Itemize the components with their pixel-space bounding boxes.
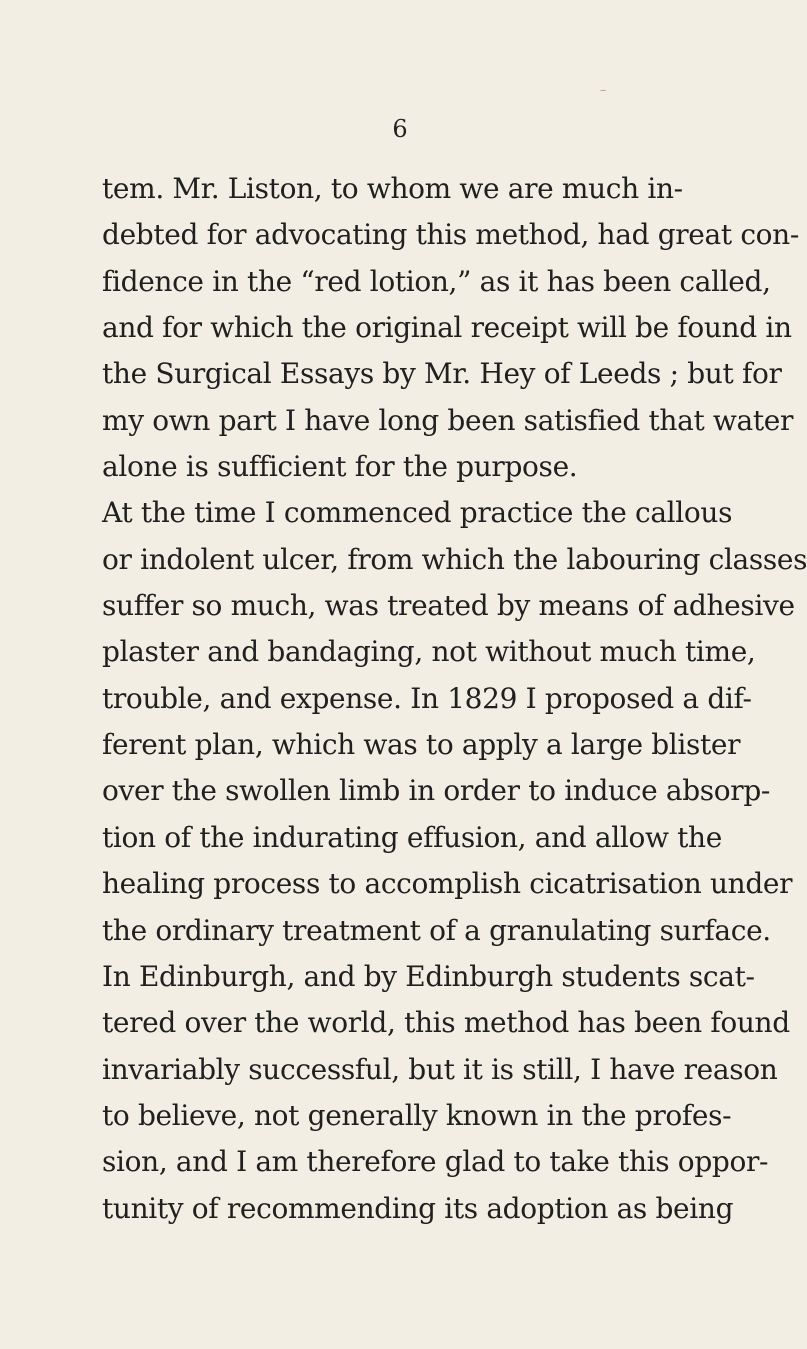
text-line: to believe, not generally known in the profes- xyxy=(102,1098,732,1132)
text-line: alone is sufficient for the purpose. xyxy=(102,450,578,484)
text-line: tunity of recommending its adoption as being xyxy=(102,1191,734,1225)
text-line: or indolent ulcer, from which the labouring classes xyxy=(102,542,807,576)
text-line: sion, and I am therefore glad to take this oppor- xyxy=(102,1145,769,1179)
text-line: plaster and bandaging, not without much time, xyxy=(102,635,756,669)
text-line: tered over the world, this method has been found xyxy=(102,1006,790,1040)
page-number: 6 xyxy=(392,115,408,143)
ink-mark: ‒ xyxy=(600,85,607,96)
text-line: invariably successful, but it is still, I have reason xyxy=(102,1052,778,1086)
text-line: my own part I have long been satisfied that water xyxy=(102,403,794,437)
text-line: debted for advocating this method, had great con- xyxy=(102,218,799,252)
text-line: tem. Mr. Liston, to whom we are much in- xyxy=(102,172,683,205)
body-text xyxy=(102,166,807,1232)
text-line: tion of the indurating effusion, and allow the xyxy=(102,820,722,854)
text-line: and for which the original receipt will be found in xyxy=(102,311,792,345)
text-line: ferent plan, which was to apply a large blister xyxy=(102,728,741,762)
text-line: At the time I commenced practice the callous xyxy=(102,496,733,530)
text-line: trouble, and expense. In 1829 I proposed a dif- xyxy=(102,681,752,715)
text-line: the ordinary treatment of a granulating surface. xyxy=(102,913,771,947)
text-line: In Edinburgh, and by Edinburgh students scat- xyxy=(102,959,755,993)
text-line: healing process to accomplish cicatrisation under xyxy=(102,867,793,901)
text-line: over the swollen limb in order to induce absorp- xyxy=(102,774,771,808)
text-line: fidence in the “red lotion,” as it has been called, xyxy=(102,264,771,298)
text-line: the Surgical Essays by Mr. Hey of Leeds ; but for xyxy=(102,357,782,391)
text-line: suffer so much, was treated by means of adhesive xyxy=(102,589,795,623)
